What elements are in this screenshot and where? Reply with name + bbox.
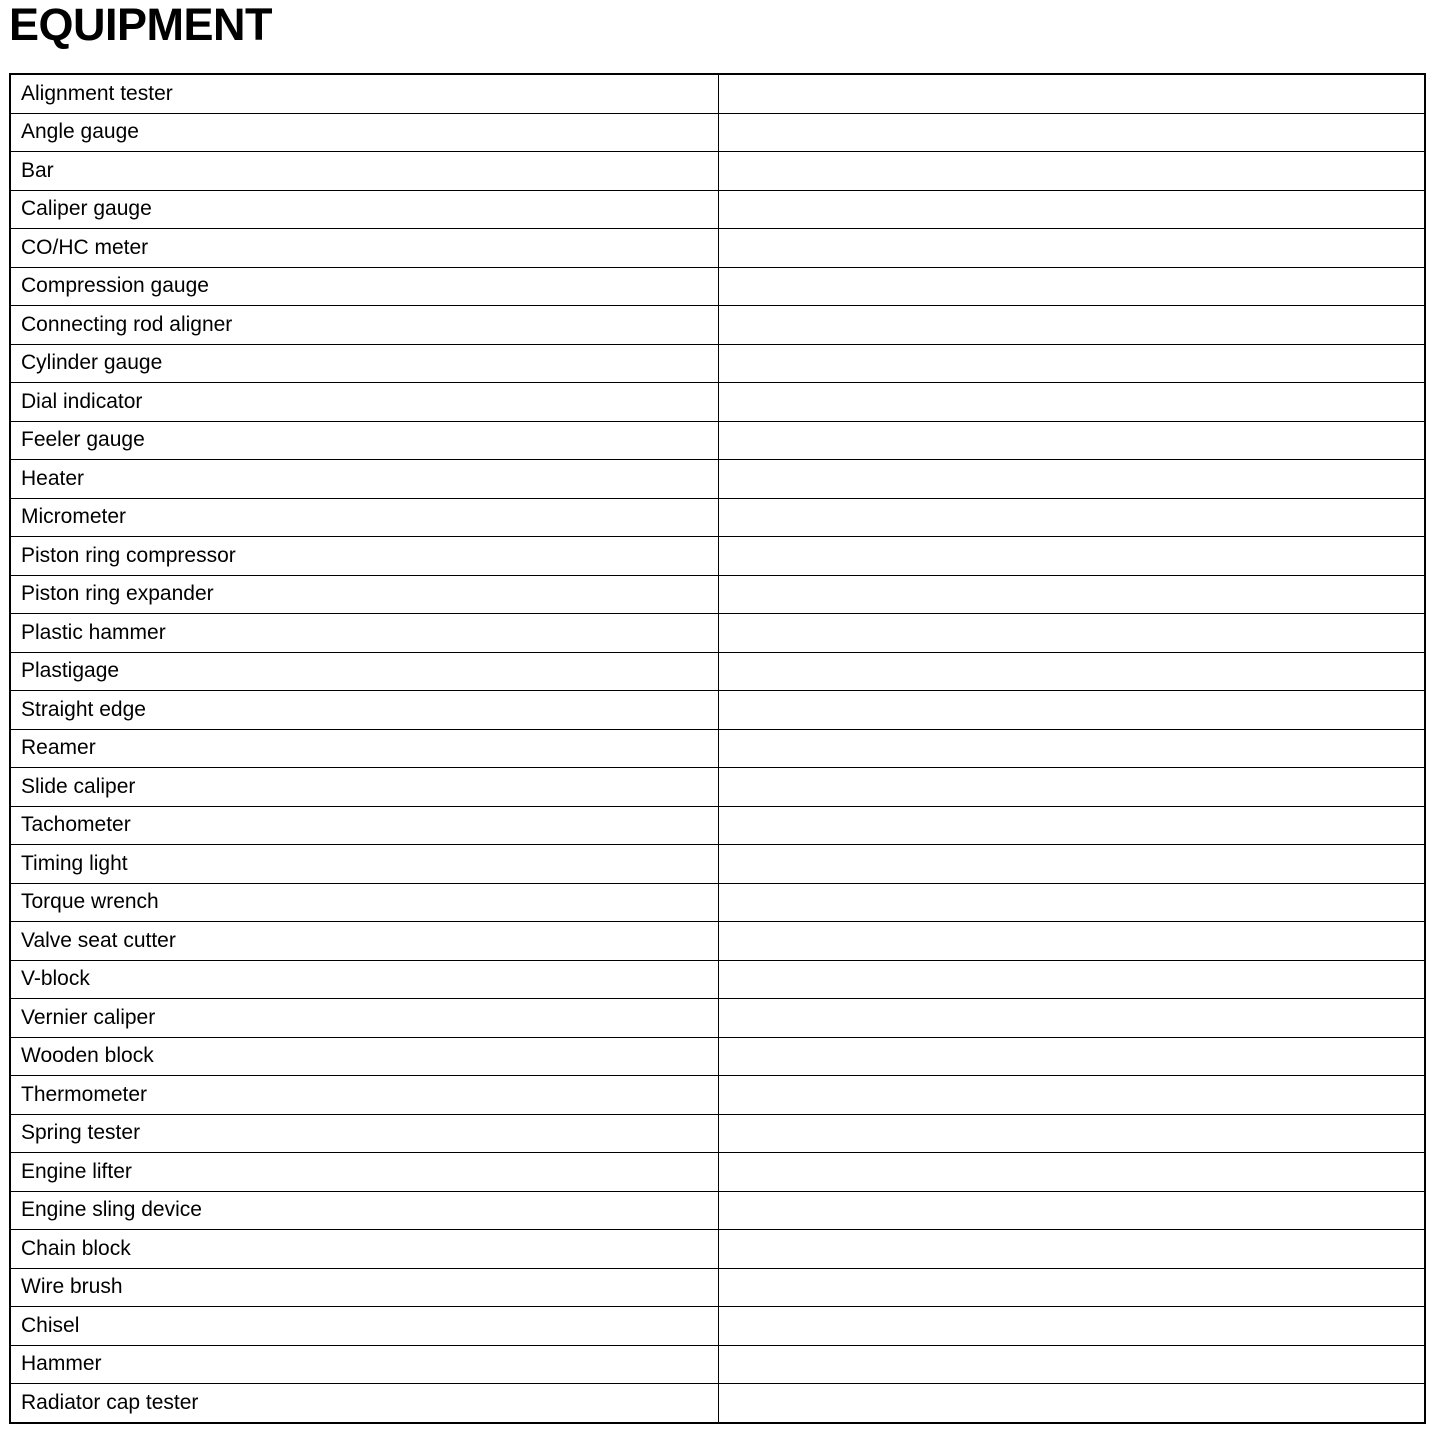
equipment-name-cell: Reamer xyxy=(10,729,718,768)
equipment-blank-cell xyxy=(718,768,1425,807)
equipment-blank-cell xyxy=(718,190,1425,229)
table-row xyxy=(10,883,1425,922)
table-row xyxy=(10,537,1425,576)
equipment-name-cell: Compression gauge xyxy=(10,267,718,306)
equipment-name-cell: V-block xyxy=(10,960,718,999)
equipment-name-cell: Slide caliper xyxy=(10,768,718,807)
equipment-table-body xyxy=(10,74,1425,1423)
equipment-name-cell: Micrometer xyxy=(10,498,718,537)
equipment-name-cell: Alignment tester xyxy=(10,74,718,113)
table-row xyxy=(10,1307,1425,1346)
table-row xyxy=(10,229,1425,268)
equipment-table xyxy=(9,73,1426,1424)
equipment-name-cell: Tachometer xyxy=(10,806,718,845)
equipment-blank-cell xyxy=(718,306,1425,345)
equipment-name-cell: CO/HC meter xyxy=(10,229,718,268)
equipment-name-cell: Piston ring expander xyxy=(10,575,718,614)
equipment-name-cell: Radiator cap tester xyxy=(10,1384,718,1423)
table-row xyxy=(10,729,1425,768)
table-row xyxy=(10,306,1425,345)
equipment-name-cell: Heater xyxy=(10,460,718,499)
equipment-name-cell: Caliper gauge xyxy=(10,190,718,229)
equipment-blank-cell xyxy=(718,1153,1425,1192)
equipment-name-cell: Hammer xyxy=(10,1345,718,1384)
table-row xyxy=(10,922,1425,961)
page-title: EQUIPMENT xyxy=(9,0,273,50)
table-row xyxy=(10,267,1425,306)
equipment-blank-cell xyxy=(718,113,1425,152)
equipment-name-cell: Valve seat cutter xyxy=(10,922,718,961)
equipment-name-cell: Wire brush xyxy=(10,1268,718,1307)
table-row xyxy=(10,691,1425,730)
equipment-name-cell: Plastigage xyxy=(10,652,718,691)
equipment-blank-cell xyxy=(718,537,1425,576)
equipment-name-cell: Straight edge xyxy=(10,691,718,730)
equipment-name-cell: Engine lifter xyxy=(10,1153,718,1192)
table-row xyxy=(10,614,1425,653)
table-row xyxy=(10,652,1425,691)
equipment-blank-cell xyxy=(718,652,1425,691)
equipment-blank-cell xyxy=(718,152,1425,191)
equipment-name-cell: Torque wrench xyxy=(10,883,718,922)
equipment-blank-cell xyxy=(718,267,1425,306)
equipment-blank-cell xyxy=(718,691,1425,730)
table-row xyxy=(10,768,1425,807)
table-row xyxy=(10,383,1425,422)
equipment-blank-cell xyxy=(718,498,1425,537)
equipment-name-cell: Engine sling device xyxy=(10,1191,718,1230)
equipment-blank-cell xyxy=(718,999,1425,1038)
equipment-name-cell: Chisel xyxy=(10,1307,718,1346)
equipment-name-cell: Cylinder gauge xyxy=(10,344,718,383)
equipment-blank-cell xyxy=(718,460,1425,499)
equipment-blank-cell xyxy=(718,575,1425,614)
equipment-blank-cell xyxy=(718,845,1425,884)
equipment-name-cell: Vernier caliper xyxy=(10,999,718,1038)
table-row xyxy=(10,1037,1425,1076)
equipment-blank-cell xyxy=(718,883,1425,922)
equipment-blank-cell xyxy=(718,1345,1425,1384)
equipment-blank-cell xyxy=(718,614,1425,653)
table-row xyxy=(10,421,1425,460)
equipment-name-cell: Thermometer xyxy=(10,1076,718,1115)
equipment-blank-cell xyxy=(718,1191,1425,1230)
equipment-name-cell: Chain block xyxy=(10,1230,718,1269)
equipment-blank-cell xyxy=(718,1384,1425,1423)
table-row xyxy=(10,1230,1425,1269)
equipment-blank-cell xyxy=(718,421,1425,460)
equipment-name-cell: Connecting rod aligner xyxy=(10,306,718,345)
equipment-blank-cell xyxy=(718,922,1425,961)
equipment-blank-cell xyxy=(718,1307,1425,1346)
equipment-blank-cell xyxy=(718,806,1425,845)
table-row xyxy=(10,113,1425,152)
equipment-blank-cell xyxy=(718,1114,1425,1153)
equipment-name-cell: Plastic hammer xyxy=(10,614,718,653)
table-row xyxy=(10,1076,1425,1115)
equipment-name-cell: Timing light xyxy=(10,845,718,884)
equipment-blank-cell xyxy=(718,344,1425,383)
equipment-blank-cell xyxy=(718,229,1425,268)
table-row xyxy=(10,575,1425,614)
table-row xyxy=(10,460,1425,499)
equipment-name-cell: Piston ring compressor xyxy=(10,537,718,576)
table-row xyxy=(10,344,1425,383)
table-row xyxy=(10,1114,1425,1153)
equipment-blank-cell xyxy=(718,1037,1425,1076)
equipment-name-cell: Feeler gauge xyxy=(10,421,718,460)
table-row xyxy=(10,806,1425,845)
table-row xyxy=(10,74,1425,113)
table-row xyxy=(10,498,1425,537)
equipment-blank-cell xyxy=(718,729,1425,768)
table-row xyxy=(10,845,1425,884)
equipment-blank-cell xyxy=(718,383,1425,422)
table-row xyxy=(10,1153,1425,1192)
table-row xyxy=(10,1268,1425,1307)
equipment-name-cell: Angle gauge xyxy=(10,113,718,152)
equipment-blank-cell xyxy=(718,74,1425,113)
equipment-blank-cell xyxy=(718,1230,1425,1269)
table-row xyxy=(10,190,1425,229)
equipment-blank-cell xyxy=(718,1076,1425,1115)
table-row xyxy=(10,999,1425,1038)
table-row xyxy=(10,1191,1425,1230)
table-row xyxy=(10,960,1425,999)
table-row xyxy=(10,1345,1425,1384)
equipment-name-cell: Spring tester xyxy=(10,1114,718,1153)
equipment-name-cell: Wooden block xyxy=(10,1037,718,1076)
table-row xyxy=(10,152,1425,191)
equipment-name-cell: Bar xyxy=(10,152,718,191)
table-row xyxy=(10,1384,1425,1423)
equipment-name-cell: Dial indicator xyxy=(10,383,718,422)
equipment-blank-cell xyxy=(718,960,1425,999)
equipment-blank-cell xyxy=(718,1268,1425,1307)
